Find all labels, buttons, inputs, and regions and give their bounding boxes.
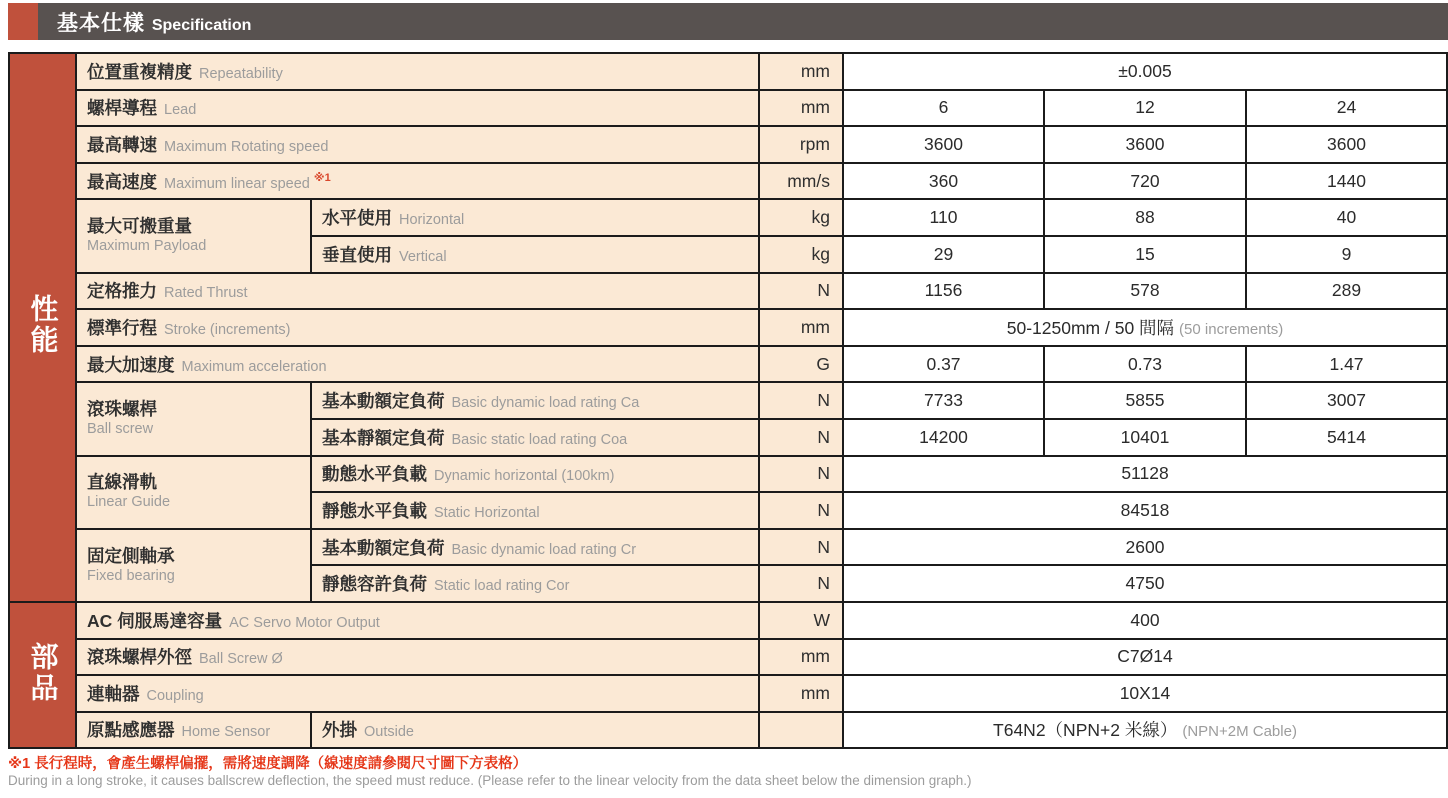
unit-cell: G xyxy=(759,346,843,383)
footnote-en: During in a long stroke, it causes ballscrew deflection, the speed must reduce. (Please refer to the linear velocity from the data sheet below the dimension graph.) xyxy=(8,773,972,788)
row-lead xyxy=(9,90,1447,127)
footnote-marker: ※1 xyxy=(313,172,331,185)
unit-cell: mm xyxy=(759,90,843,127)
value-cell: 1.47 xyxy=(1246,346,1447,383)
value-cell: 7733 xyxy=(843,382,1044,419)
sub-label-cell: 水平使用 Horizontal xyxy=(311,199,759,236)
label-cell: 位置重複精度 Repeatability xyxy=(76,53,759,90)
row-repeatability xyxy=(9,53,1447,90)
unit-cell: N xyxy=(759,456,843,493)
label-cell: 最高轉速 Maximum Rotating speed xyxy=(76,126,759,163)
value-cell: 3600 xyxy=(1246,126,1447,163)
footnote-zh: ※1 長行程時，會產生螺桿偏擺，需將速度調降（線速度請參閱尺寸圖下方表格） xyxy=(8,756,528,772)
value-cell: 400 xyxy=(843,602,1447,639)
value-cell: 50-1250mm / 50 間隔 (50 increments) xyxy=(843,309,1447,346)
sub-label-cell: 靜態容許負荷 Static load rating Cor xyxy=(311,565,759,602)
label-cell: 螺桿導程 Lead xyxy=(76,90,759,127)
unit-cell: N xyxy=(759,529,843,566)
page-title xyxy=(57,7,251,37)
sub-label-cell: 基本動額定負荷 Basic dynamic load rating Ca xyxy=(311,382,759,419)
value-cell: 289 xyxy=(1246,273,1447,310)
row-acceleration xyxy=(9,346,1447,383)
row-payload-horizontal xyxy=(9,199,1447,236)
value-cell: 51128 xyxy=(843,456,1447,493)
unit-cell: mm xyxy=(759,53,843,90)
row-stroke xyxy=(9,309,1447,346)
unit-cell: mm xyxy=(759,675,843,712)
value-cell: 10401 xyxy=(1044,419,1246,456)
unit-cell xyxy=(759,712,843,749)
value-cell: 24 xyxy=(1246,90,1447,127)
unit-cell: kg xyxy=(759,236,843,273)
value-cell: 0.37 xyxy=(843,346,1044,383)
row-linear-speed xyxy=(9,163,1447,200)
value-cell: 5855 xyxy=(1044,382,1246,419)
value-cell: 360 xyxy=(843,163,1044,200)
value-cell: 40 xyxy=(1246,199,1447,236)
row-linearguide-dynamic xyxy=(9,456,1447,493)
sub-label-cell: 基本動額定負荷 Basic dynamic load rating Cr xyxy=(311,529,759,566)
value-cell: 10X14 xyxy=(843,675,1447,712)
value-cell: 88 xyxy=(1044,199,1246,236)
label-cell: 定格推力 Rated Thrust xyxy=(76,273,759,310)
group-label-ball-screw: 滾珠螺桿 Ball screw xyxy=(76,382,311,455)
specification-table xyxy=(8,52,1448,749)
unit-cell: N xyxy=(759,492,843,529)
page-title-zh: 基本仕樣 xyxy=(57,11,145,35)
value-cell: 12 xyxy=(1044,90,1246,127)
value-cell: T64N2（NPN+2 米線） (NPN+2M Cable) xyxy=(843,712,1447,749)
section-header-bar xyxy=(8,3,1448,40)
group-label-payload: 最大可搬重量 Maximum Payload xyxy=(76,199,311,272)
row-servo-output xyxy=(9,602,1447,639)
value-cell: 9 xyxy=(1246,236,1447,273)
row-ballscrew-dynamic xyxy=(9,382,1447,419)
value-cell: 3007 xyxy=(1246,382,1447,419)
label-cell: AC 伺服馬達容量 AC Servo Motor Output xyxy=(76,602,759,639)
unit-cell: rpm xyxy=(759,126,843,163)
label-cell: 連軸器 Coupling xyxy=(76,675,759,712)
group-label-linear-guide: 直線滑軌 Linear Guide xyxy=(76,456,311,529)
sub-label-cell: 靜態水平負載 Static Horizontal xyxy=(311,492,759,529)
value-cell: 29 xyxy=(843,236,1044,273)
label-cell: 最大加速度 Maximum acceleration xyxy=(76,346,759,383)
row-ballscrew-diameter xyxy=(9,639,1447,676)
sub-label-cell: 基本靜額定負荷 Basic static load rating Coa xyxy=(311,419,759,456)
value-cell: 84518 xyxy=(843,492,1447,529)
sidebar-performance-label: 性能 xyxy=(27,293,59,356)
value-cell: 1440 xyxy=(1246,163,1447,200)
row-coupling xyxy=(9,675,1447,712)
unit-cell: mm/s xyxy=(759,163,843,200)
unit-cell: N xyxy=(759,419,843,456)
row-fixedbearing-dynamic xyxy=(9,529,1447,566)
unit-cell: mm xyxy=(759,309,843,346)
value-cell: 720 xyxy=(1044,163,1246,200)
label-cell: 原點感應器 Home Sensor xyxy=(76,712,311,749)
sub-label-cell: 動態水平負載 Dynamic horizontal (100km) xyxy=(311,456,759,493)
value-cell: 578 xyxy=(1044,273,1246,310)
sidebar-parts xyxy=(9,602,76,748)
sub-label-cell: 外掛 Outside xyxy=(311,712,759,749)
value-cell: 5414 xyxy=(1246,419,1447,456)
row-home-sensor xyxy=(9,712,1447,749)
value-cell: 4750 xyxy=(843,565,1447,602)
unit-cell: W xyxy=(759,602,843,639)
value-cell: 3600 xyxy=(1044,126,1246,163)
value-cell: 15 xyxy=(1044,236,1246,273)
label-cell: 標準行程 Stroke (increments) xyxy=(76,309,759,346)
header-accent-square xyxy=(8,3,38,40)
unit-cell: N xyxy=(759,382,843,419)
unit-cell: N xyxy=(759,273,843,310)
page-title-en: Specification xyxy=(151,16,252,34)
value-cell: 1156 xyxy=(843,273,1044,310)
value-cell: 3600 xyxy=(843,126,1044,163)
row-rated-thrust xyxy=(9,273,1447,310)
unit-cell: N xyxy=(759,565,843,602)
sub-label-cell: 垂直使用 Vertical xyxy=(311,236,759,273)
row-rotating-speed xyxy=(9,126,1447,163)
value-cell: 2600 xyxy=(843,529,1447,566)
value-cell: ±0.005 xyxy=(843,53,1447,90)
value-cell: 110 xyxy=(843,199,1044,236)
value-cell: C7Ø14 xyxy=(843,639,1447,676)
value-cell: 14200 xyxy=(843,419,1044,456)
unit-cell: kg xyxy=(759,199,843,236)
unit-cell: mm xyxy=(759,639,843,676)
sidebar-performance xyxy=(9,53,76,602)
value-cell: 6 xyxy=(843,90,1044,127)
sidebar-parts-label: 部品 xyxy=(27,641,59,704)
label-cell: 滾珠螺桿外徑 Ball Screw Ø xyxy=(76,639,759,676)
label-cell: 最高速度 Maximum linear speed $^{※1}$ xyxy=(76,163,759,200)
group-label-fixed-bearing: 固定側軸承 Fixed bearing xyxy=(76,529,311,602)
value-cell: 0.73 xyxy=(1044,346,1246,383)
